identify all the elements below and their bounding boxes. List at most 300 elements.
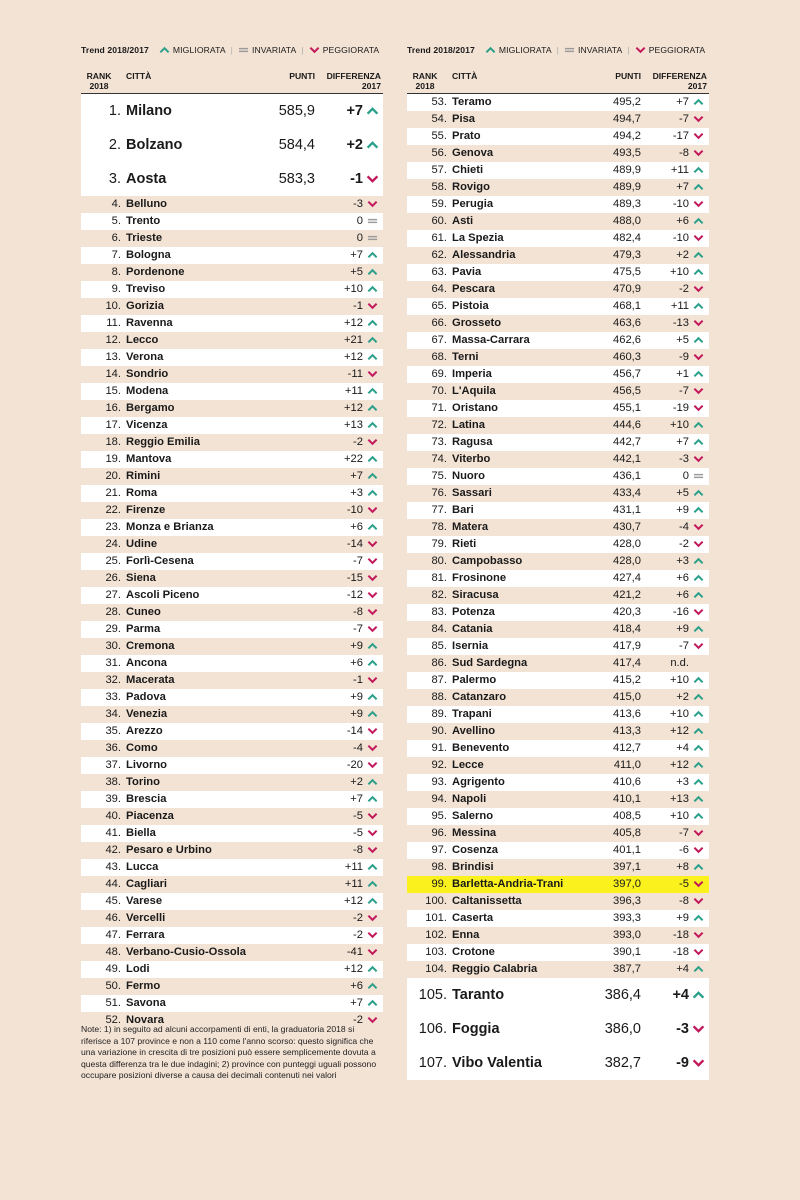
row-difference: -2 [679, 538, 689, 550]
row-difference: -3 [676, 1021, 689, 1037]
trend-legend: Trend 2018/2017 MIGLIORATA | INVARIATA | PEGGIORATA [407, 45, 706, 55]
row-rank: 63. [431, 266, 447, 278]
row-city: Rimini [126, 470, 161, 482]
chevron-up-icon [692, 587, 705, 604]
row-points: 393,3 [613, 912, 641, 924]
row-rank: 61. [431, 232, 447, 244]
row-rank: 98. [431, 861, 447, 873]
row-city: Bergamo [126, 402, 175, 414]
chevron-up-icon [366, 383, 379, 400]
row-points: 455,1 [613, 402, 641, 414]
row-rank: 59. [431, 198, 447, 210]
table-row [81, 604, 383, 621]
row-difference: -41 [346, 946, 363, 958]
row-points: 417,9 [613, 640, 641, 652]
row-city: Rieti [452, 538, 477, 550]
row-city: Milano [126, 103, 172, 119]
row-rank: 79. [431, 538, 447, 550]
row-city: Ragusa [452, 436, 493, 448]
chevron-up-icon [692, 247, 705, 264]
row-city: Nuoro [452, 470, 485, 482]
chevron-up-icon [692, 298, 705, 315]
chevron-up-icon [366, 349, 379, 366]
chevron-down-icon [366, 536, 379, 553]
equal-icon [692, 468, 705, 485]
chevron-up-icon [366, 791, 379, 808]
table-row [81, 315, 383, 332]
row-rank: 9. [111, 283, 121, 295]
row-rank: 78. [431, 521, 447, 533]
row-points: 390,1 [613, 946, 641, 958]
row-city: Verona [126, 351, 164, 363]
chevron-down-icon [366, 757, 379, 774]
row-difference: -10 [346, 504, 363, 516]
row-city: Cuneo [126, 606, 161, 618]
chevron-down-icon [692, 315, 705, 332]
row-difference: 0 [356, 232, 363, 244]
row-difference: +12 [344, 402, 363, 414]
row-difference: +11 [670, 300, 689, 312]
row-rank: 22. [105, 504, 121, 516]
table-row [407, 536, 709, 553]
row-city: Crotone [452, 946, 495, 958]
row-city: Firenze [126, 504, 166, 516]
table-row [81, 723, 383, 740]
header-difference: DIFFERENZA 2017 [652, 71, 707, 91]
chevron-up-icon [366, 774, 379, 791]
row-city: Genova [452, 147, 494, 159]
legend-unchanged: INVARIATA [564, 45, 622, 55]
legend-unchanged: INVARIATA [238, 45, 296, 55]
table-row [81, 927, 383, 944]
row-points: 410,6 [613, 776, 641, 788]
row-difference: -18 [672, 946, 689, 958]
chevron-up-icon [692, 417, 705, 434]
row-rank: 26. [105, 572, 121, 584]
row-city: Catania [452, 623, 493, 635]
row-rank: 72. [431, 419, 447, 431]
chevron-down-icon [366, 570, 379, 587]
row-city: La Spezia [452, 232, 504, 244]
table-row [407, 230, 709, 247]
table-row [81, 485, 383, 502]
row-city: Napoli [452, 793, 487, 805]
row-rank: 89. [431, 708, 447, 720]
row-points: 418,4 [613, 623, 641, 635]
row-city: Barletta-Andria-Trani [452, 878, 564, 890]
row-rank: 50. [105, 980, 121, 992]
chevron-down-icon [692, 128, 705, 145]
row-rank: 20. [105, 470, 121, 482]
row-difference: +12 [670, 759, 689, 771]
row-city: Roma [126, 487, 158, 499]
row-difference: +8 [676, 861, 689, 873]
row-difference: +3 [676, 555, 689, 567]
row-difference: +6 [350, 657, 363, 669]
table-row [407, 706, 709, 723]
row-rank: 75. [431, 470, 447, 482]
chevron-up-icon [692, 961, 705, 978]
row-city: Ferrara [126, 929, 165, 941]
chevron-down-icon [366, 298, 379, 315]
row-rank: 57. [431, 164, 447, 176]
row-city: Vibo Valentia [452, 1055, 542, 1071]
table-row [81, 349, 383, 366]
row-city: Cremona [126, 640, 175, 652]
chevron-up-icon [692, 213, 705, 230]
row-difference: +2 [676, 691, 689, 703]
row-points: 436,1 [613, 470, 641, 482]
row-points: 433,4 [613, 487, 641, 499]
row-difference: +7 [350, 997, 363, 1009]
row-difference: -8 [353, 606, 363, 618]
table-row [407, 94, 709, 111]
table-row [407, 281, 709, 298]
table-row [81, 893, 383, 910]
row-difference: +5 [676, 487, 689, 499]
row-difference: +6 [350, 980, 363, 992]
table-row [407, 196, 709, 213]
row-difference: +12 [670, 725, 689, 737]
chevron-down-icon [366, 927, 379, 944]
row-rank: 40. [105, 810, 121, 822]
row-difference: -16 [672, 606, 689, 618]
table-row [407, 213, 709, 230]
row-city: Rovigo [452, 181, 490, 193]
chevron-down-icon [692, 944, 705, 961]
table-row [81, 162, 383, 196]
table-row [407, 502, 709, 519]
chevron-up-icon [366, 519, 379, 536]
row-city: Enna [452, 929, 480, 941]
chevron-down-icon [692, 349, 705, 366]
chevron-down-icon [692, 230, 705, 247]
chevron-down-icon [692, 111, 705, 128]
chevron-down-icon [692, 825, 705, 842]
chevron-up-icon [366, 961, 379, 978]
table-row [407, 740, 709, 757]
row-difference: -4 [353, 742, 363, 754]
row-city: Cosenza [452, 844, 499, 856]
row-rank: 100. [425, 895, 447, 907]
chevron-up-icon [366, 400, 379, 417]
row-rank: 87. [431, 674, 447, 686]
legend-improved: MIGLIORATA [159, 45, 226, 55]
row-city: Pordenone [126, 266, 185, 278]
header-rank: RANK 2018 [86, 71, 112, 91]
row-city: Torino [126, 776, 160, 788]
table-row [81, 791, 383, 808]
chevron-up-icon [366, 655, 379, 672]
legend-title: Trend 2018/2017 [407, 45, 475, 55]
row-rank: 74. [431, 453, 447, 465]
chevron-down-icon [692, 842, 705, 859]
row-points: 397,0 [613, 878, 641, 890]
table-row [81, 468, 383, 485]
chevron-down-icon [366, 740, 379, 757]
row-rank: 92. [431, 759, 447, 771]
row-difference: -1 [350, 171, 363, 187]
chevron-up-icon [692, 791, 705, 808]
chevron-down-icon [366, 808, 379, 825]
row-rank: 88. [431, 691, 447, 703]
table-row [81, 213, 383, 230]
row-difference: +2 [350, 776, 363, 788]
row-rank: 52. [105, 1014, 121, 1026]
row-rank: 77. [431, 504, 447, 516]
header-points: PUNTI [289, 71, 315, 81]
row-city: Viterbo [452, 453, 491, 465]
row-city: Grosseto [452, 317, 502, 329]
table-row [81, 859, 383, 876]
table-row [407, 944, 709, 961]
table-row [81, 519, 383, 536]
table-row [81, 621, 383, 638]
row-city: Brindisi [452, 861, 494, 873]
chevron-up-icon [366, 876, 379, 893]
table-row [407, 587, 709, 604]
row-rank: 53. [431, 96, 447, 108]
row-points: 462,6 [613, 334, 641, 346]
row-difference: -5 [353, 827, 363, 839]
table-row [407, 162, 709, 179]
legend-title: Trend 2018/2017 [81, 45, 149, 55]
row-difference: -18 [672, 929, 689, 941]
row-difference: +7 [350, 249, 363, 261]
row-city: Ascoli Piceno [126, 589, 200, 601]
row-city: Perugia [452, 198, 494, 210]
row-city: Ancona [126, 657, 168, 669]
row-rank: 60. [431, 215, 447, 227]
row-points: 442,1 [613, 453, 641, 465]
chevron-up-icon [692, 672, 705, 689]
row-city: Isernia [452, 640, 489, 652]
row-rank: 41. [105, 827, 121, 839]
row-difference: +9 [676, 912, 689, 924]
row-points: 463,6 [613, 317, 641, 329]
legend-worsened: PEGGIORATA [635, 45, 706, 55]
chevron-up-icon [366, 332, 379, 349]
row-city: Pescara [452, 283, 495, 295]
chevron-down-icon [366, 621, 379, 638]
row-rank: 106. [418, 1021, 447, 1037]
row-city: Terni [452, 351, 479, 363]
table-row [407, 315, 709, 332]
row-points: 494,2 [613, 130, 641, 142]
row-city: Venezia [126, 708, 168, 720]
row-rank: 102. [425, 929, 447, 941]
chevron-down-icon [692, 519, 705, 536]
row-city: Belluno [126, 198, 168, 210]
table-row [81, 638, 383, 655]
row-city: Caltanissetta [452, 895, 522, 907]
table-row [407, 553, 709, 570]
chevron-down-icon [366, 604, 379, 621]
chevron-up-icon [692, 179, 705, 196]
row-difference: -9 [679, 351, 689, 363]
row-points: 411,0 [613, 759, 641, 771]
chevron-down-icon [692, 536, 705, 553]
row-city: Mantova [126, 453, 172, 465]
table-row [407, 1012, 709, 1046]
chevron-up-icon [692, 434, 705, 451]
row-difference: +11 [670, 164, 689, 176]
chevron-up-icon [366, 689, 379, 706]
row-rank: 103. [425, 946, 447, 958]
row-difference: +1 [676, 368, 689, 380]
row-city: Sassari [452, 487, 492, 499]
chevron-down-icon [692, 196, 705, 213]
row-points: 413,3 [613, 725, 641, 737]
row-difference: -10 [672, 198, 689, 210]
row-rank: 5. [111, 215, 121, 227]
row-city: Como [126, 742, 158, 754]
table-row [407, 672, 709, 689]
row-difference: +11 [344, 861, 363, 873]
row-difference: -8 [679, 895, 689, 907]
row-difference: +11 [344, 878, 363, 890]
row-difference: -8 [679, 147, 689, 159]
row-city: Agrigento [452, 776, 505, 788]
chevron-down-icon [366, 553, 379, 570]
table-row [407, 604, 709, 621]
row-points: 393,0 [613, 929, 641, 941]
row-points: 489,9 [613, 181, 641, 193]
chevron-up-icon [692, 94, 705, 111]
table-row [407, 842, 709, 859]
row-rank: 91. [431, 742, 447, 754]
table-row [407, 298, 709, 315]
chevron-up-icon [366, 978, 379, 995]
row-difference: +12 [344, 963, 363, 975]
row-points: 417,4 [613, 657, 641, 669]
row-city: Reggio Emilia [126, 436, 200, 448]
table-row [81, 264, 383, 281]
row-rank: 43. [105, 861, 121, 873]
row-rank: 33. [105, 691, 121, 703]
table-row [407, 1046, 709, 1080]
table-row [81, 502, 383, 519]
row-difference: -9 [676, 1055, 689, 1071]
row-city: Avellino [452, 725, 496, 737]
row-city: Lecco [126, 334, 159, 346]
row-city: Frosinone [452, 572, 507, 584]
row-rank: 6. [111, 232, 121, 244]
ranking-table-right [407, 94, 709, 1080]
table-row [81, 366, 383, 383]
table-row [407, 791, 709, 808]
row-city: Macerata [126, 674, 175, 686]
chevron-down-icon [692, 927, 705, 944]
row-difference: -7 [353, 623, 363, 635]
chevron-down-icon [366, 825, 379, 842]
chevron-down-icon [692, 1046, 705, 1080]
table-row [81, 910, 383, 927]
row-points: 584,4 [278, 137, 315, 153]
row-rank: 25. [105, 555, 121, 567]
ranking-table-left [81, 94, 383, 1029]
table-row [81, 995, 383, 1012]
row-difference: -2 [353, 1014, 363, 1026]
row-difference: +9 [350, 708, 363, 720]
row-city: Varese [126, 895, 163, 907]
table-row [407, 264, 709, 281]
row-city: Lucca [126, 861, 159, 873]
table-row [81, 876, 383, 893]
row-points: 493,5 [613, 147, 641, 159]
row-points: 405,8 [613, 827, 641, 839]
chevron-up-icon [366, 94, 379, 128]
chevron-up-icon [366, 264, 379, 281]
row-rank: 51. [105, 997, 121, 1009]
table-row [407, 366, 709, 383]
table-row [407, 638, 709, 655]
table-row [407, 128, 709, 145]
equal-icon [564, 46, 575, 54]
row-city: Pistoia [452, 300, 489, 312]
chevron-down-icon [366, 672, 379, 689]
chevron-up-icon [692, 485, 705, 502]
row-points: 460,3 [613, 351, 641, 363]
chevron-down-icon [366, 910, 379, 927]
chevron-down-icon [309, 46, 320, 54]
row-difference: +7 [676, 436, 689, 448]
row-city: Vercelli [126, 912, 166, 924]
chevron-down-icon [692, 400, 705, 417]
row-city: Ravenna [126, 317, 173, 329]
chevron-up-icon [692, 757, 705, 774]
row-rank: 101. [425, 912, 447, 924]
row-points: 415,0 [613, 691, 641, 703]
row-rank: 107. [418, 1055, 447, 1071]
row-rank: 96. [431, 827, 447, 839]
chevron-up-icon [366, 281, 379, 298]
table-row [407, 111, 709, 128]
row-points: 421,2 [613, 589, 641, 601]
row-difference: +4 [672, 987, 689, 1003]
row-city: Lodi [126, 963, 150, 975]
table-row [81, 961, 383, 978]
row-difference: n.d. [670, 657, 689, 669]
row-difference: +9 [350, 691, 363, 703]
row-difference: +12 [344, 317, 363, 329]
row-difference: +22 [344, 453, 363, 465]
table-row [407, 451, 709, 468]
row-difference: +2 [676, 249, 689, 261]
row-rank: 38. [105, 776, 121, 788]
row-rank: 21. [105, 487, 121, 499]
row-difference: +2 [346, 137, 363, 153]
table-row [81, 655, 383, 672]
row-city: Parma [126, 623, 161, 635]
table-row [81, 689, 383, 706]
row-city: Pavia [452, 266, 482, 278]
row-difference: -1 [353, 674, 363, 686]
row-rank: 65. [431, 300, 447, 312]
row-difference: +7 [346, 103, 363, 119]
row-rank: 66. [431, 317, 447, 329]
row-points: 427,4 [613, 572, 641, 584]
row-rank: 80. [431, 555, 447, 567]
row-points: 468,1 [613, 300, 641, 312]
row-points: 470,9 [613, 283, 641, 295]
chevron-down-icon [692, 893, 705, 910]
row-city: Taranto [452, 987, 505, 1003]
chevron-up-icon [366, 893, 379, 910]
row-difference: -3 [679, 453, 689, 465]
chevron-up-icon [485, 46, 496, 54]
row-difference: -7 [679, 640, 689, 652]
